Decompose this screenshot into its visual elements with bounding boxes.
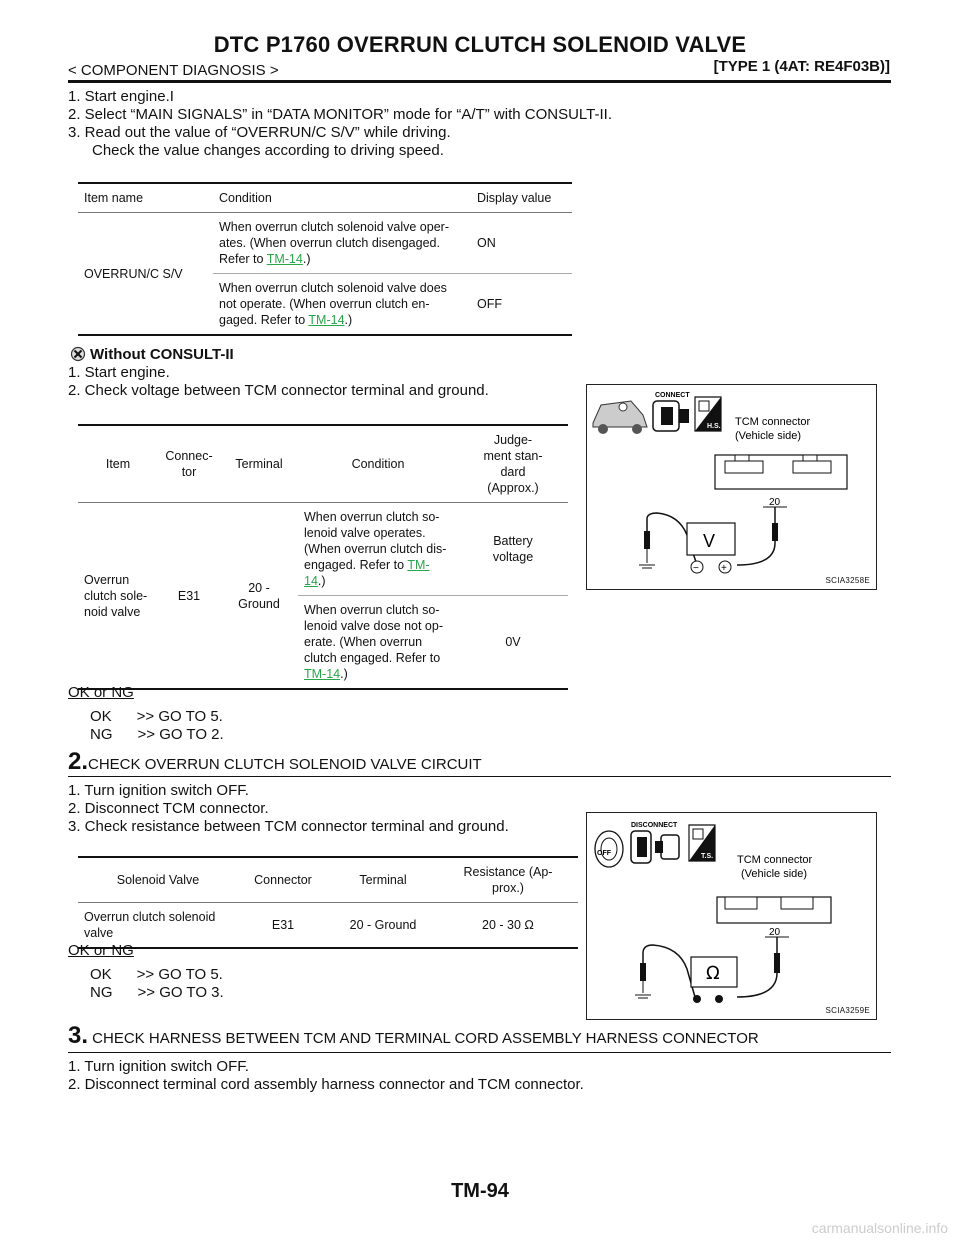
connect-icon	[653, 401, 689, 431]
th-connector: Connec- tor	[158, 425, 220, 503]
step-3-number: 3.	[68, 1022, 89, 1049]
connect-label: CONNECT	[655, 392, 690, 399]
item-overrun-cs-v: OVERRUN/C S/V	[78, 213, 213, 336]
ng-go-to-3: NG >> GO TO 3.	[90, 984, 224, 1001]
th-condition: Condition	[213, 183, 471, 213]
item-overrun-solenoid: Overrun clutch sole- noid valve	[78, 503, 158, 690]
ok-ng-label: OK or NG	[68, 942, 134, 959]
value-off: OFF	[471, 274, 572, 336]
no-consult-step-2: 2. Check voltage between TCM connector terminal and ground.	[68, 382, 489, 399]
step-2-number: 2.	[68, 748, 89, 775]
condition-not-operate: When overrun clutch solenoid valve does not operate. (When overrun clutch en- gaged. Refer to TM-14.)	[213, 274, 471, 336]
pin-number: 20	[769, 497, 781, 508]
connector-e31: E31	[238, 903, 328, 949]
connector-label-line1: TCM connector	[737, 854, 813, 866]
resistance-value: 20 - 30 Ω	[438, 903, 578, 949]
data-monitor-table	[78, 182, 572, 336]
value-on: ON	[471, 213, 572, 274]
step-2-rule	[68, 776, 891, 777]
th-connector: Connector	[238, 857, 328, 903]
section-label: < COMPONENT DIAGNOSIS >	[68, 62, 279, 79]
th-item: Item	[78, 425, 158, 503]
meter-symbol: V	[703, 531, 716, 551]
connector-label-line2: (Vehicle side)	[735, 430, 802, 442]
voltage-check-figure	[586, 384, 877, 590]
ng-go-to-2: NG >> GO TO 2.	[90, 726, 224, 743]
tcm-connector	[717, 897, 831, 923]
ok-go-to-5: OK >> GO TO 5.	[90, 966, 223, 983]
hs-label: H.S.	[707, 423, 721, 430]
intro-step-3: 3. Read out the value of “OVERRUN/C S/V” while driving.	[68, 124, 451, 141]
value-battery-voltage: Battery voltage	[458, 503, 568, 596]
no-consult-icon	[70, 346, 86, 362]
connector-label-line2: (Vehicle side)	[741, 868, 808, 880]
th-condition: Condition	[298, 425, 458, 503]
value-0v: 0V	[458, 596, 568, 690]
type-label: [TYPE 1 (4AT: RE4F03B)]	[713, 58, 890, 75]
ignition-off-icon	[595, 831, 623, 867]
step-2-sub-3: 3. Check resistance between TCM connector terminal and ground.	[68, 818, 509, 835]
step-2-sub-1: 1. Turn ignition switch OFF.	[68, 782, 249, 799]
resistance-check-diagram	[587, 813, 878, 1021]
without-consult-title: Without CONSULT-II	[90, 346, 234, 363]
link-tm-14[interactable]: TM-14	[304, 667, 341, 681]
th-display-value: Display value	[471, 183, 572, 213]
solenoid-name: Overrun clutch solenoid valve	[78, 903, 238, 949]
th-solenoid-valve: Solenoid Valve	[78, 857, 238, 903]
header-rule	[68, 80, 891, 83]
figure-id: SCIA3258E	[825, 576, 870, 585]
step-2-sub-2: 2. Disconnect TCM connector.	[68, 800, 269, 817]
page-number: TM-94	[451, 1180, 509, 1202]
minus-terminal: −	[693, 563, 699, 574]
pin-number: 20	[769, 927, 781, 938]
step-3-title: CHECK HARNESS BETWEEN TCM AND TERMINAL CORD ASSEMBLY HARNESS CONNECTOR	[88, 1030, 759, 1047]
step-3-heading	[68, 1022, 759, 1050]
condition-operates: When overrun clutch so- lenoid valve operates. (When overrun clutch dis- engaged. Refer to TM- 14.)	[298, 503, 458, 596]
voltage-check-diagram	[587, 385, 878, 591]
ts-label: T.S.	[701, 853, 714, 860]
intro-step-3-note: Check the value changes according to driving speed.	[92, 142, 444, 159]
step-3-rule	[68, 1052, 891, 1053]
intro-step-1: 1. Start engine.I	[68, 88, 174, 105]
watermark: carmanualsonline.info	[811, 1220, 948, 1236]
th-judgement: Judge- ment stan- dard (Approx.)	[458, 425, 568, 503]
car-icon	[593, 401, 647, 434]
tcm-connector	[715, 455, 847, 489]
no-consult-step-1: 1. Start engine.	[68, 364, 170, 381]
th-terminal: Terminal	[328, 857, 438, 903]
condition-not-operate: When overrun clutch so- lenoid valve dose not op- erate. (When overrun clutch engaged. Refer to TM-14.)	[298, 596, 458, 690]
page-title: DTC P1760 OVERRUN CLUTCH SOLENOID VALVE	[213, 32, 747, 57]
intro-step-2: 2. Select “MAIN SIGNALS” in “DATA MONITOR” mode for “A/T” with CONSULT-II.	[68, 106, 612, 123]
link-tm-14[interactable]: TM-14	[266, 252, 303, 266]
voltage-check-table	[78, 424, 568, 690]
disconnect-icon	[631, 831, 679, 863]
connector-label-line1: TCM connector	[735, 416, 811, 428]
terminal-20-ground: 20 - Ground	[220, 503, 298, 690]
step-2-title: CHECK OVERRUN CLUTCH SOLENOID VALVE CIRCUIT	[88, 756, 482, 773]
step-2-heading	[68, 748, 482, 776]
ok-go-to-5: OK >> GO TO 5.	[90, 708, 223, 725]
link-tm-14[interactable]: TM- 14	[304, 558, 430, 588]
resistance-check-figure	[586, 812, 877, 1020]
link-tm-14[interactable]: TM-14	[308, 313, 345, 327]
condition-operates: When overrun clutch solenoid valve oper- ates. (When overrun clutch disengaged. Refer to TM-14.)	[213, 213, 471, 274]
step-3-sub-1: 1. Turn ignition switch OFF.	[68, 1058, 249, 1075]
step-3-sub-2: 2. Disconnect terminal cord assembly harness connector and TCM connector.	[68, 1076, 584, 1093]
off-label: OFF	[597, 850, 611, 857]
th-item-name: Item name	[78, 183, 213, 213]
connector-e31: E31	[158, 503, 220, 690]
ok-ng-label: OK or NG	[68, 684, 134, 701]
th-terminal: Terminal	[220, 425, 298, 503]
disconnect-label: DISCONNECT	[631, 822, 678, 829]
th-resistance: Resistance (Ap- prox.)	[438, 857, 578, 903]
figure-id: SCIA3259E	[825, 1006, 870, 1015]
meter-symbol: Ω	[706, 963, 720, 984]
plus-terminal: +	[721, 563, 727, 574]
terminal-20-ground: 20 - Ground	[328, 903, 438, 949]
resistance-check-table	[78, 856, 578, 949]
